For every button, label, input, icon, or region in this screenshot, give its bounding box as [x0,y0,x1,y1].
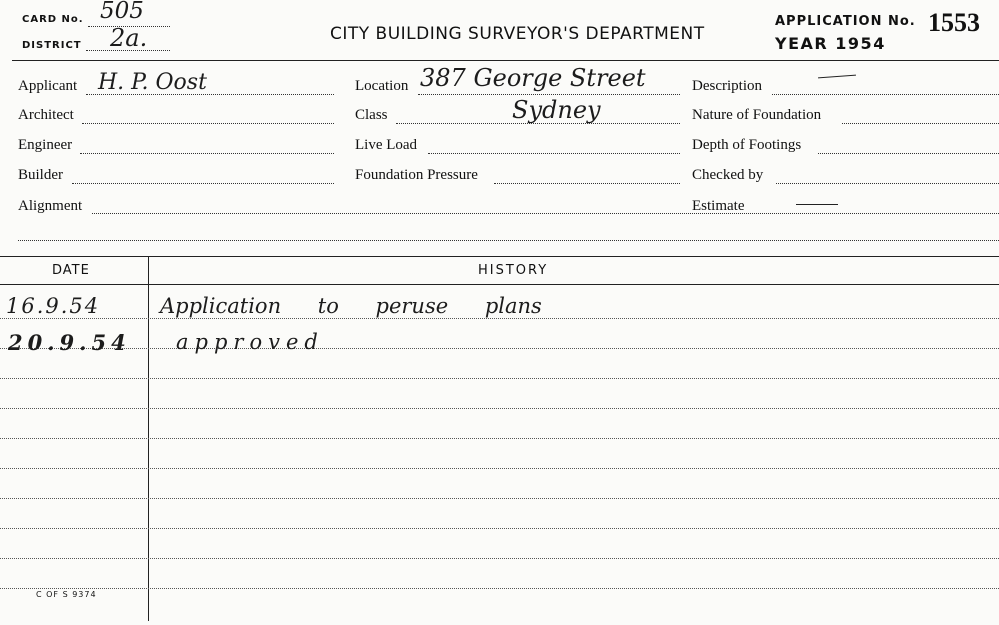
architect-line [82,123,334,124]
depth-of-footings-label: Depth of Footings [692,137,802,153]
history-row-line [0,318,999,319]
district-label: DISTRICT [22,40,82,51]
history-text: approved [176,330,324,354]
location-label: Location [355,78,409,94]
applicant-label: Applicant [18,78,78,94]
history-header: HISTORY [478,263,549,278]
application-number: 1553 [928,8,980,37]
description-label: Description [692,78,762,94]
builder-line [72,183,334,184]
estimate-value [796,204,838,205]
checked-by-line [776,183,999,184]
history-row-line [0,378,999,379]
nature-of-foundation-label: Nature of Foundation [692,107,822,123]
history-row-line [0,498,999,499]
live-load-label: Live Load [355,137,418,153]
department-title: CITY BUILDING SURVEYOR'S DEPARTMENT [330,24,705,44]
date-header: DATE [52,263,90,278]
history-row-line [0,348,999,349]
foundation-pressure-line [494,183,680,184]
year-label: YEAR 1954 [775,34,886,53]
location-line1: 387 George Street [420,64,646,92]
depth-of-footings-line [818,153,999,154]
history-header-rule [0,284,999,285]
history-date: 16.9.54 [6,294,101,318]
district-value: 2a. [110,24,148,52]
class-label: Class [355,107,388,123]
nature-of-foundation-line [842,123,999,124]
extra-line [18,240,999,241]
applicant-value: H. P. Oost [98,70,207,95]
history-row-line [0,528,999,529]
description-line [772,94,999,95]
history-row-line [0,588,999,589]
engineer-label: Engineer [18,137,73,153]
foundation-pressure-label: Foundation Pressure [355,167,478,183]
history-row-line [0,558,999,559]
history-text: Application to peruse plans [160,294,542,318]
history-top-rule [0,256,999,257]
description-value [818,75,856,79]
engineer-line [80,153,334,154]
history-row-line [0,438,999,439]
history-row-line [0,408,999,409]
card-no-value: 505 [100,0,144,24]
location-line2: Sydney [512,96,601,124]
builder-label: Builder [18,167,63,183]
form-code: C OF S 9374 [36,590,97,599]
application-no-label: APPLICATION No. [775,14,916,29]
estimate-label: Estimate [692,198,745,214]
alignment-line [92,213,999,214]
history-row-line [0,468,999,469]
architect-label: Architect [18,107,74,123]
checked-by-label: Checked by [692,167,764,183]
history-date: 20.9.54 [8,330,131,355]
live-load-line [428,153,680,154]
location-line [418,94,680,95]
card-no-label: CARD No. [22,14,84,25]
alignment-label: Alignment [18,198,83,214]
header-rule [12,60,999,61]
date-column-divider [148,257,149,621]
